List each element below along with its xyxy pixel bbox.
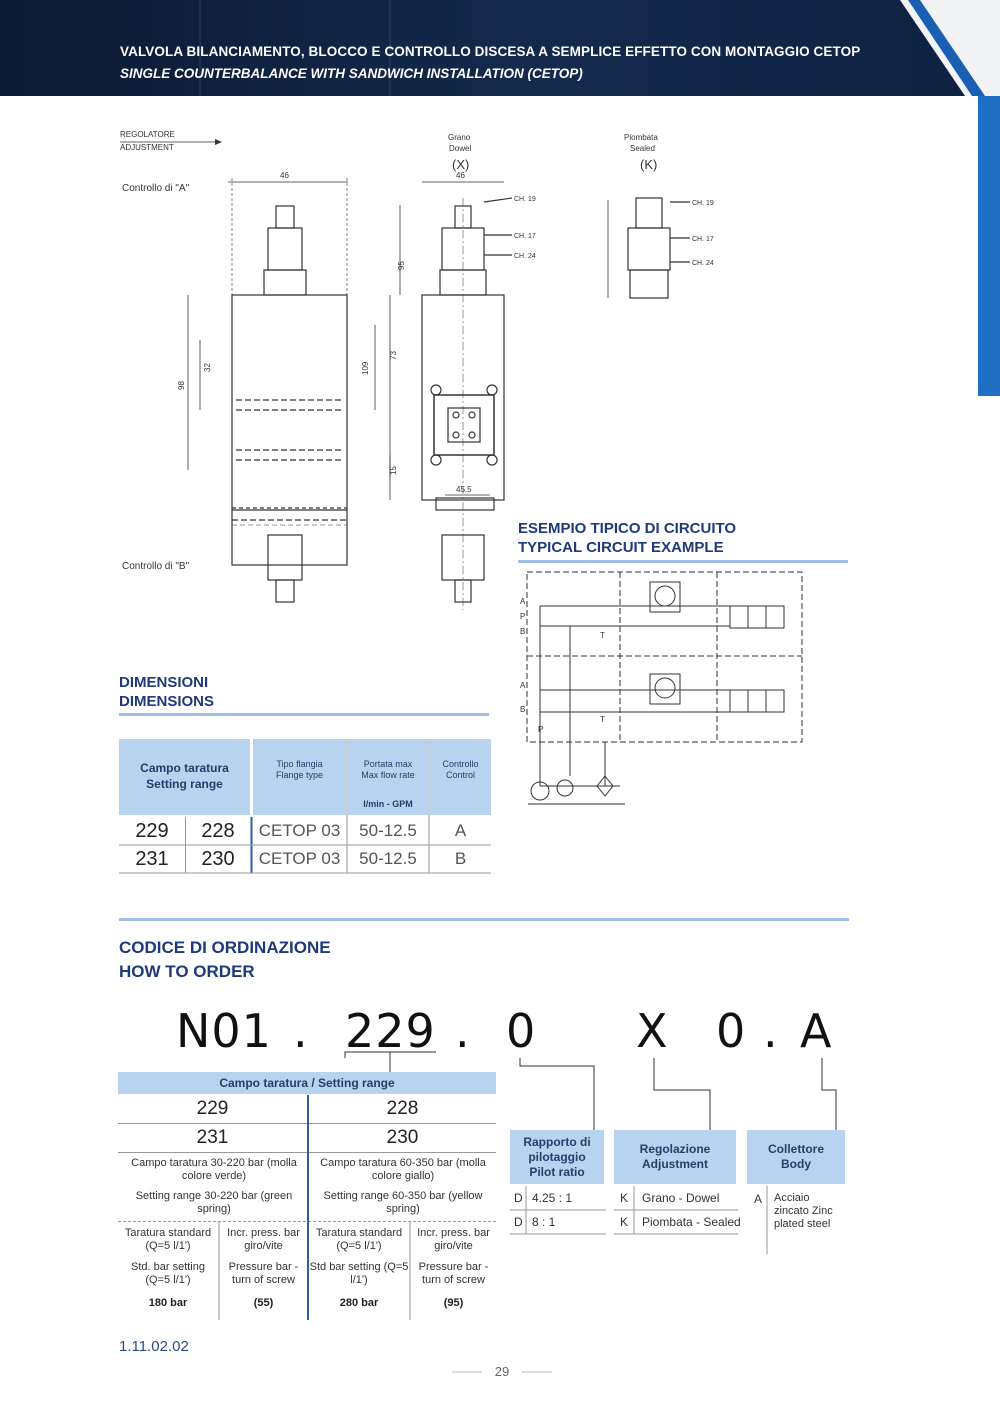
page-header	[0, 0, 1000, 96]
header-setting-en: Setting range	[146, 777, 223, 791]
dim-ch-k2: CH. 17	[692, 236, 714, 243]
adjust-header-it: Regolazione	[639, 1142, 711, 1156]
left-std-val: 180 bar	[148, 1297, 188, 1309]
right-std-en: Std bar setting (Q=5 l/1')	[309, 1261, 409, 1286]
right-inc-val: (95)	[443, 1297, 464, 1309]
code-part-range: 229	[345, 1004, 436, 1058]
pilot-row1-code: D	[514, 1191, 523, 1205]
header-control-en: Control	[445, 770, 475, 780]
controllo-b-label: Controllo di "B"	[122, 561, 190, 572]
dim-ch-k1: CH. 19	[692, 200, 714, 207]
order-title-en: HOW TO ORDER	[119, 962, 255, 981]
dim-row1-flange: CETOP 03	[258, 821, 341, 840]
adjust-row2-code: K	[620, 1215, 629, 1229]
dimensions-title-it: DIMENSIONI	[119, 674, 209, 691]
header-flow-it: Portata max	[363, 759, 413, 769]
right-std-val: 280 bar	[339, 1297, 379, 1309]
order-title-it: CODICE DI ORDINAZIONE	[119, 938, 331, 957]
body-header	[747, 1130, 845, 1184]
right-inc-it: Incr. press. bar giro/vite	[417, 1227, 490, 1252]
body-code: A	[754, 1192, 763, 1206]
circuit-label-a2: A	[520, 681, 526, 690]
piombata-label-it: Piombata	[624, 133, 658, 142]
circuit-diagram	[510, 566, 810, 816]
pilot-grid	[510, 1186, 606, 1236]
dim-46b: 46	[456, 171, 465, 180]
pilot-header	[510, 1130, 604, 1184]
header-flange-it: Tipo flangia	[276, 759, 323, 769]
pilot-row2-code: D	[514, 1215, 523, 1229]
setting-range-table	[118, 1095, 496, 1320]
circuit-label-b1: B	[520, 627, 526, 636]
page-number: 29	[494, 1364, 510, 1379]
dim-row2-c1: 231	[135, 847, 169, 870]
dim-row2-flange: CETOP 03	[258, 849, 341, 868]
order-rule	[119, 918, 849, 921]
regolatore-label-it: REGOLATORE	[120, 130, 175, 139]
code-dot-3: .	[763, 1004, 779, 1058]
header-control-it: Controllo	[442, 759, 479, 769]
grano-code: (X)	[452, 157, 470, 172]
adjust-header-en: Adjustment	[642, 1157, 708, 1171]
circuit-label-p2: P	[538, 725, 544, 734]
header-flange-en: Flange type	[275, 770, 324, 780]
range-left-v2: 231	[196, 1127, 229, 1148]
range-right-v2: 230	[386, 1127, 419, 1148]
circuit-label-t2: T	[600, 715, 605, 724]
dim-73: 73	[389, 351, 398, 360]
dim-ch17: CH. 17	[514, 233, 536, 240]
dimensions-grid	[119, 739, 491, 874]
regolatore-label-en: ADJUSTMENT	[120, 143, 174, 152]
adjust-grid	[614, 1186, 738, 1236]
code-dot-2: .	[455, 1004, 471, 1058]
body-header-it: Collettore	[767, 1142, 824, 1156]
left-std-it: Taratura standard (Q=5 l/1')	[124, 1227, 212, 1252]
grano-label-en: Dowel	[449, 144, 472, 153]
dim-row1-control: A	[454, 821, 467, 840]
setting-range-header: Campo taratura / Setting range	[118, 1072, 496, 1094]
pilot-header-it: Rapporto di pilotaggio	[523, 1134, 591, 1164]
dim-row2-c2: 230	[201, 847, 235, 870]
header-flow-unit: l/min - GPM	[363, 799, 413, 809]
circuit-label-a1: A	[520, 597, 526, 606]
code-dot-1: .	[293, 1004, 309, 1058]
dim-ch24: CH. 24	[514, 253, 536, 260]
right-inc-en: Pressure bar - turn of screw	[418, 1261, 489, 1286]
adjust-row1-val: Grano - Dowel	[642, 1191, 720, 1205]
circuit-title-it: ESEMPIO TIPICO DI CIRCUITO	[518, 520, 737, 537]
dim-15: 15	[389, 466, 398, 475]
doc-code: 1.11.02.02	[119, 1338, 189, 1355]
range-left-desc-it: Campo taratura 30-220 bar (molla colore verde)	[131, 1157, 297, 1182]
header-flow-en: Max flow rate	[361, 770, 415, 780]
range-right-desc-it: Campo taratura 60-350 bar (molla colore giallo)	[320, 1157, 486, 1182]
circuit-label-b2: B	[520, 705, 526, 714]
header-title-it: VALVOLA BILANCIAMENTO, BLOCCO E CONTROLLO DISCESA A SEMPLICE EFFETTO CON MONTAGGIO CETOP	[120, 44, 861, 59]
range-left-v1: 229	[196, 1098, 229, 1119]
pilot-row1-val: 4.25 : 1	[532, 1191, 573, 1205]
range-right-desc-en: Setting range 60-350 bar (yellow spring)	[323, 1190, 483, 1215]
dim-98: 98	[177, 381, 186, 390]
left-inc-val: (55)	[253, 1297, 274, 1309]
right-std-it: Taratura standard (Q=5 l/1')	[315, 1227, 403, 1252]
range-left-desc-en: Setting range 30-220 bar (green spring)	[135, 1190, 293, 1215]
adjust-header	[614, 1130, 736, 1184]
body-header-en: Body	[781, 1157, 811, 1171]
valve-body-front	[232, 295, 347, 565]
dimensions-table	[119, 739, 491, 874]
dim-46: 46	[280, 171, 289, 180]
dimensions-title-en: DIMENSIONS	[119, 693, 215, 710]
dim-row1-flow: 50-12.5	[359, 821, 417, 840]
code-part-zero: 0	[716, 1004, 747, 1058]
code-part-adjust: X	[636, 1004, 669, 1058]
dim-32: 32	[203, 363, 212, 372]
dim-ch-k3: CH. 24	[692, 260, 714, 267]
setting-range-grid	[118, 1095, 496, 1320]
code-part-body: A	[800, 1004, 833, 1058]
piombata-label-en: Sealed	[630, 144, 655, 153]
piombata-code: (K)	[640, 157, 658, 172]
pilot-header-en: Pilot ratio	[529, 1164, 585, 1179]
dim-row2-flow: 50-12.5	[359, 849, 417, 868]
side-tab	[978, 96, 1000, 396]
body-grid	[747, 1186, 847, 1256]
left-inc-en: Pressure bar - turn of screw	[228, 1261, 299, 1286]
code-part-pilot: 0	[506, 1004, 537, 1058]
code-part-series: N01	[176, 1004, 272, 1058]
technical-drawing	[0, 110, 980, 630]
dim-ch19: CH. 19	[514, 196, 536, 203]
circuit-title-en: TYPICAL CIRCUIT EXAMPLE	[518, 539, 724, 556]
grano-label-it: Grano	[448, 133, 471, 142]
range-right-v1: 228	[386, 1098, 419, 1119]
body-desc: Acciaio zincato Zinc plated steel	[774, 1192, 833, 1230]
adjust-row2-val: Piombata - Sealed	[642, 1215, 741, 1229]
adjust-row1-code: K	[620, 1191, 629, 1205]
dim-95: 95	[397, 261, 406, 270]
dimensions-rule	[119, 713, 489, 716]
pilot-row2-val: 8 : 1	[532, 1215, 556, 1229]
circuit-rule	[518, 560, 848, 563]
left-inc-it: Incr. press. bar giro/vite	[227, 1227, 300, 1252]
dim-109: 109	[361, 361, 370, 375]
dim-row2-control: B	[454, 849, 467, 868]
circuit-label-p1: P	[520, 612, 526, 621]
circuit-label-t1: T	[600, 631, 605, 640]
controllo-a-label: Controllo di "A"	[122, 183, 190, 194]
dim-row1-c1: 229	[135, 819, 169, 842]
dim-45: 45.5	[456, 485, 472, 494]
left-std-en: Std. bar setting (Q=5 l/1')	[131, 1261, 205, 1286]
header-title-en: SINGLE COUNTERBALANCE WITH SANDWICH INSTALLATION (CETOP)	[120, 66, 583, 81]
header-setting-it: Campo taratura	[140, 761, 229, 775]
dim-row1-c2: 228	[201, 819, 235, 842]
